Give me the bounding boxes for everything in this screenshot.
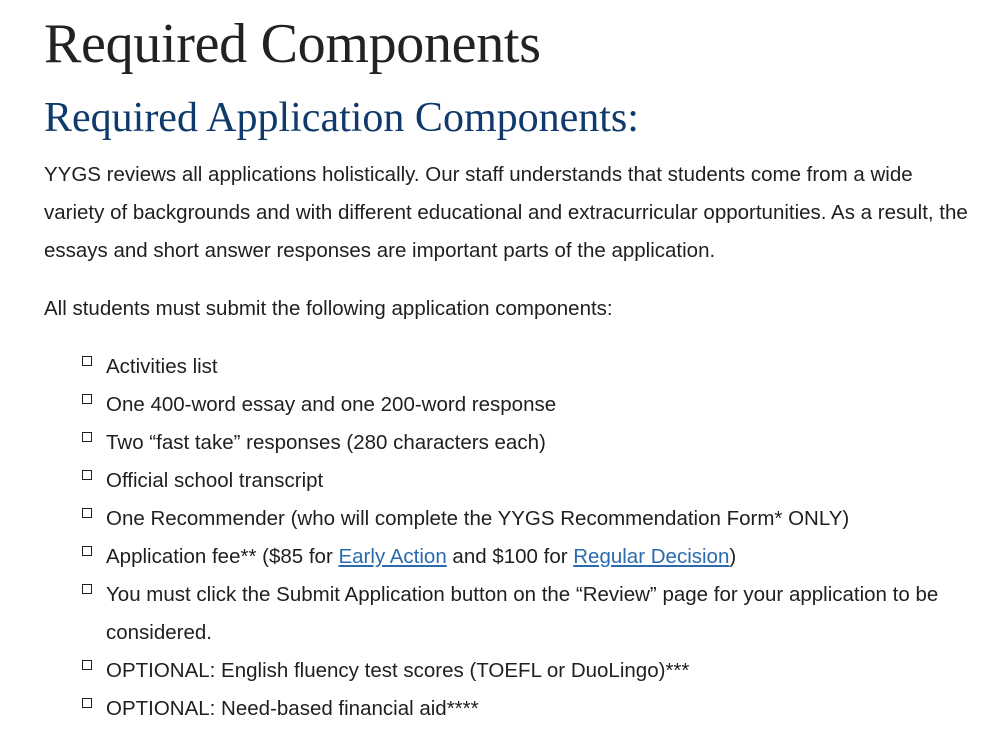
checkbox-icon [82,546,92,556]
list-item [82,500,974,538]
list-item [82,576,976,652]
list-item [82,652,974,690]
components-list [44,348,974,728]
list-item [82,424,974,462]
page-content [44,0,974,728]
list-item-text: OPTIONAL: Need-based financial aid**** [106,697,479,720]
section-heading: Required Application Components: [44,95,639,141]
list-item [82,462,974,500]
list-item-text: Activities list [106,355,218,378]
list-item-text: One Recommender (who will complete the YYGS Recommendation Form* ONLY) [106,507,850,530]
list-item [82,386,974,424]
page-title: Required Components [44,13,541,75]
checkbox-icon [82,508,92,518]
checkbox-icon [82,660,92,670]
fee-suffix: ) [729,545,737,568]
list-item-text: Official school transcript [106,469,324,492]
list-item-text: You must click the Submit Application button on the “Review” page for your application to be considered. [106,583,939,644]
checkbox-icon [82,470,92,480]
list-item-text: OPTIONAL: English fluency test scores (TOEFL or DuoLingo)*** [106,659,690,682]
checkbox-icon [82,394,92,404]
checkbox-icon [82,698,92,708]
lead-paragraph: All students must submit the following application components: [44,297,613,320]
list-item [82,690,974,728]
list-item [82,538,974,576]
early-action-link[interactable]: Early Action [338,545,447,568]
list-item-text: One 400-word essay and one 200-word response [106,393,557,416]
checkbox-icon [82,356,92,366]
checkbox-icon [82,432,92,442]
list-item [82,348,974,386]
fee-prefix: Application fee** ($85 for [106,545,339,568]
list-item-text: Two “fast take” responses (280 characters each) [106,431,546,454]
checkbox-icon [82,584,92,594]
intro-paragraph: YYGS reviews all applications holistically. Our staff understands that students come from a wide variety of backgrounds and with different educational and extracurricular opportunities. As a result, the essays and short answer responses are important parts of the application. [44,163,968,262]
fee-middle: and $100 for [446,545,574,568]
regular-decision-link[interactable]: Regular Decision [573,545,730,568]
